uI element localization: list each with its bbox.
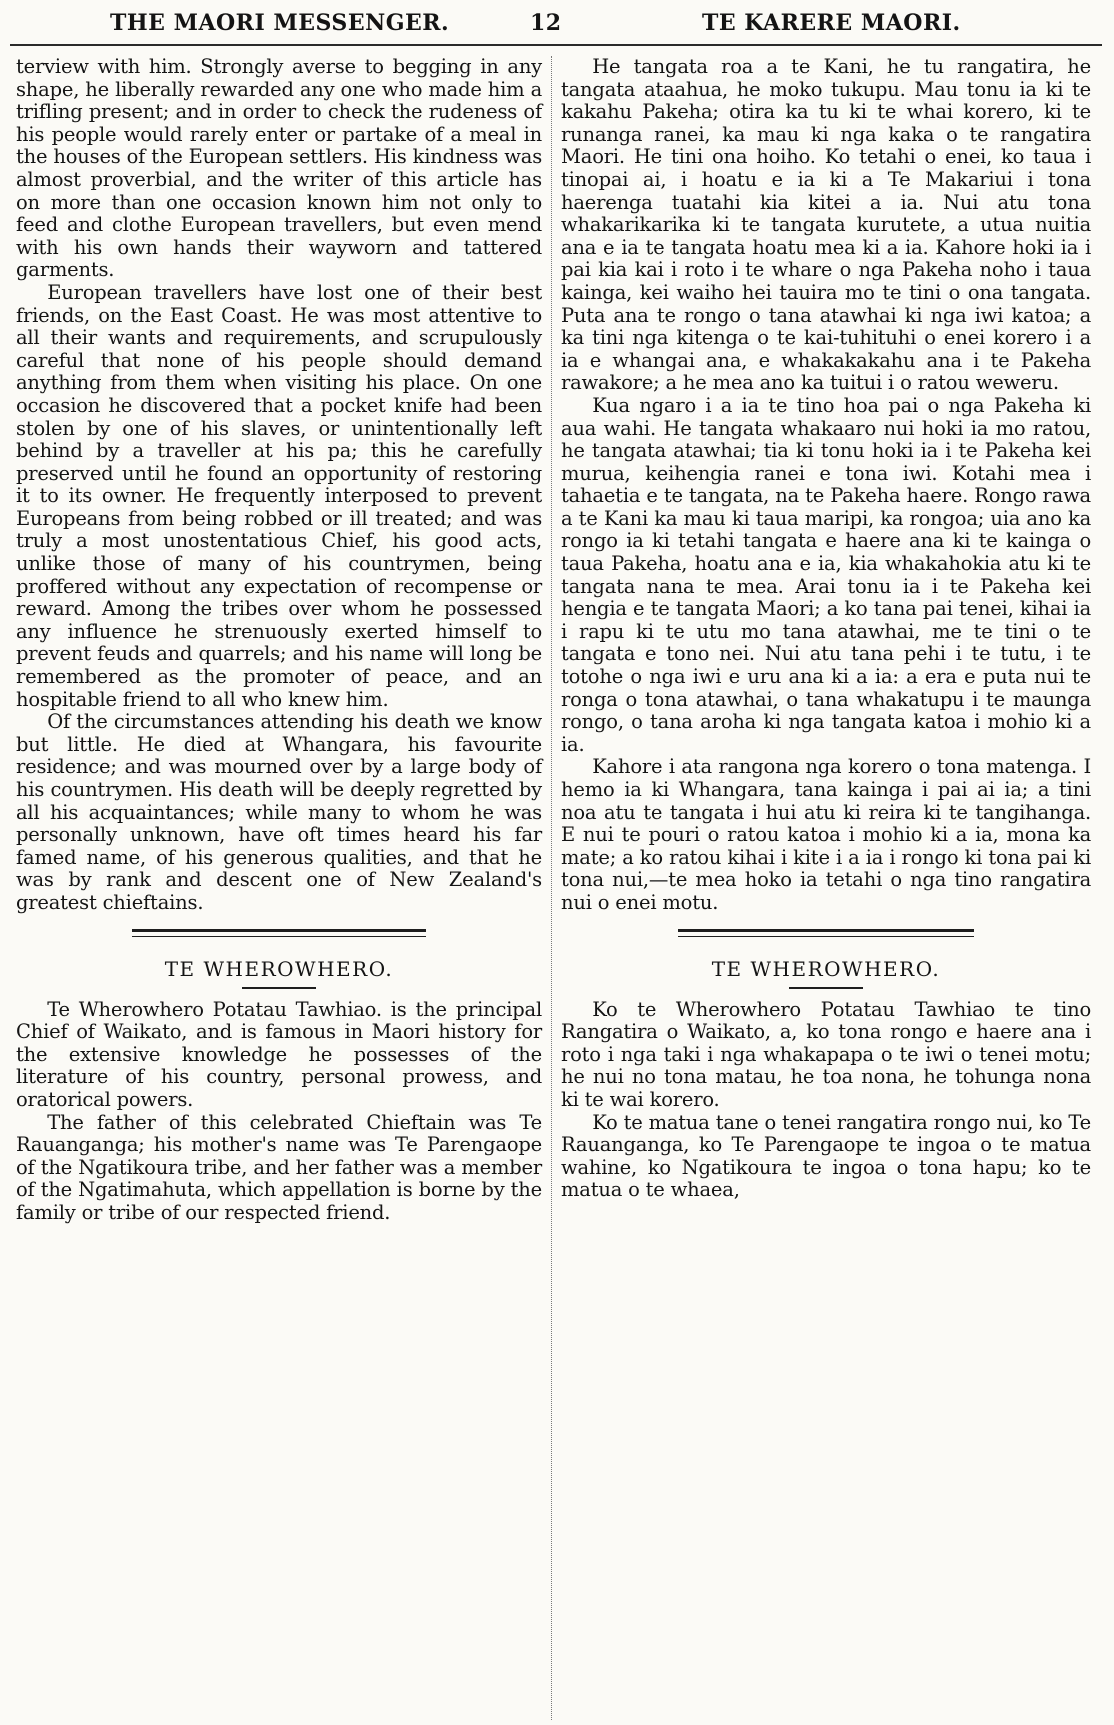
article-paragraph: Of the circumstances attending his death we know but little. He died at Whangara, his favourite residence; and was mourned over by a large body of his countrymen. His death will be deeply regretted by all his acquaintances; while many to whom he was personally unknown, have oft times heard his far famed name, of his generous qualities, and that he was by rank and descent one of New Zealand's greatest chieftains. xyxy=(16,710,542,914)
article-paragraph: European travellers have lost one of their best friends, on the East Coast. He was most attentive to all their wants and requirements, and scrupulously careful that none of his people should demand anything from them when visiting his place. On one occasion he discovered that a pocket knife had been stolen by one of his slaves, or unintentionally left behind by a traveller at his pa; this he carefully preserved until he found an opportunity of restoring it to its owner. He frequently interposed to prevent Europeans from being robbed or ill treated; and was truly a most unostentatious Chief, his good acts, unlike those of many of his countrymen, being proffered without any expectation of recompense or reward. Among the tribes over whom he possessed any influence he strenuously exerted himself to prevent feuds and quarrels; and his name will long be remembered as the promoter of peace, and an hospitable friend to all who knew him. xyxy=(16,280,542,711)
article-paragraph: Ko te matua tane o tenei rangatira rongo nui, ko Te Rauanganga, ko Te Parengaope te ingoa o te matua wahine, ko Ngatikoura te ingoa o tona hapu; ko te matua o te whaea, xyxy=(561,1110,1091,1202)
column-divider xyxy=(551,56,552,1720)
english-column xyxy=(16,56,542,1225)
article-paragraph: Kahore i ata rangona nga korero o tona matenga. I hemo ia ki Whangara, tana kainga i pai ai ia; a tini noa atu te tangata i hui atu ki reira ki te tangihanga. E nui te pouri o ratou katoa i mohio ki a ia, mona ka mate; a ko ratou kihai i kite i a ia i rongo ki tona pai ki tona nui,—te mea hoko ia tetahi o nga tino rangatira nui o enei motu. xyxy=(561,755,1091,914)
section-separator xyxy=(678,929,975,937)
masthead-english: THE MAORI MESSENGER. xyxy=(110,10,450,36)
section-title: TE WHEROWHERO. xyxy=(711,956,941,981)
article-paragraph: Kua ngaro i a ia te tino hoa pai o nga Pakeha ki aua wahi. He tangata whakaaro nui hoki ia mo ratou, he tangata atawhai; tia ki tonu hoki ia i te Pakeha kei murua, keihengia ranei e tona iwi. Kotahi mea i tahaetia e te tangata, na te Pakeha haere. Rongo rawa a te Kani ka mau ki taua maripi, ka rongoa; uia ano ka rongo ia ki tetahi tangata e haere ana ki te kainga o taua Pakeha, hoatu ana e ia, kia whakahokia atu ki te tangata nana te mea. Arai tonu ia i te Pakeha kei hengia e te tangata Maori; a ko tana pai tenei, kihai ia i rapu ki te utu mo tana atawhai, me te tini o te tangata e tono nei. Nui atu tana pehi i te tutu, i te totohe o nga iwi e uru ana ki a ia: a era e puta nui te ronga o tona atawhai, o tana whakatupu i te maunga rongo, o tana aroha ki nga tangata katoa i mohio ki a ia. xyxy=(561,393,1091,756)
masthead-maori: TE KARERE MAORI. xyxy=(702,10,961,36)
title-rule xyxy=(242,987,316,989)
article-paragraph: Ko te Wherowhero Potatau Tawhiao te tino Rangatira o Waikato, a, ko tona rongo e haere ana i roto i nga taki i nga whakapapa o te iwi o tenei motu; he nui no tona matau, he toa nona, he tohunga nona ki te wai korero. xyxy=(561,997,1091,1111)
title-rule xyxy=(789,987,863,989)
header-rule xyxy=(10,44,1102,46)
page-number: 12 xyxy=(530,10,562,36)
section-separator xyxy=(132,929,427,937)
maori-column xyxy=(561,56,1091,1202)
article-paragraph: terview with him. Strongly averse to begging in any shape, he liberally rewarded any one who made him a trifling present; and in order to check the rudeness of his people would rarely enter or partake of a meal in the houses of the European settlers. His kindness was almost proverbial, and the writer of this article has on more than one occasion known him not only to feed and clothe European travellers, but even mend with his own hands their wayworn and tattered garments. xyxy=(16,55,542,282)
article-paragraph: Te Wherowhero Potatau Tawhiao. is the principal Chief of Waikato, and is famous in Maori history for the extensive knowledge he possesses of the literature of his country, personal prowess, and oratorical powers. xyxy=(16,997,542,1111)
article-paragraph: The father of this celebrated Chieftain was Te Rauanganga; his mother's name was Te Parengaope of the Ngatikoura tribe, and her father was a member of the Ngatimahuta, which appellation is borne by the family or tribe of our respected friend. xyxy=(16,1110,542,1224)
article-paragraph: He tangata roa a te Kani, he tu rangatira, he tangata ataahua, he moko tukupu. Mau tonu ia ki te kakahu Pakeha; otira ka tu ki te whai korero, ki te runanga ranei, ka mau ki nga kaka o te rangatira Maori. He tini ona hoiho. Ko tetahi o enei, ko taua i tinopai ai, i hoatu e ia ki a Te Makariui i tona haerenga tuatahi kia kitei a ia. Nui atu tona whakarikarika ki te tangata kurutete, a utua nuitia ana e ia te tangata hoatu mea ki a ia. Kahore hoki ia i pai kia kai i roto i te whare o nga Pakeha noho i taua kainga, kei waiho hei tauira mo te tini o ona tangata. Puta ana te rongo o tana atawhai ki nga iwi katoa; a ka tini nga kitenga o te kai-tuhituhi o enei korero i a ia e whangai ana, e whakakakahu ana i te Pakeha rawakore; a he mea ano ka tuitui i o ratou weweru. xyxy=(561,55,1091,395)
section-title: TE WHEROWHERO. xyxy=(164,956,394,981)
